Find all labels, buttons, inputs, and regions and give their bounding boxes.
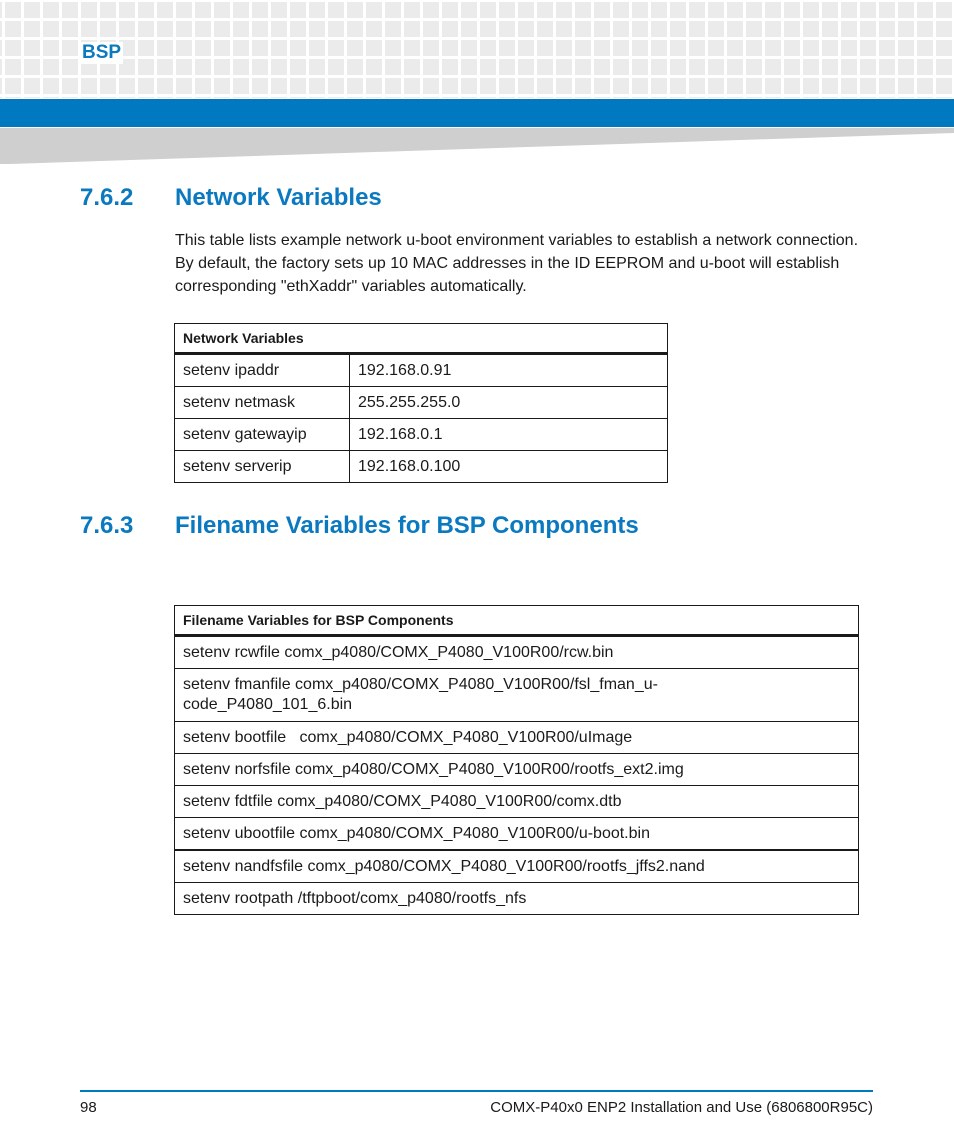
value-cell: 192.168.0.1: [350, 419, 668, 451]
command-cell: setenv gatewayip: [175, 419, 350, 451]
footer-rule: [80, 1090, 873, 1092]
command-cell: setenv rootpath /tftpboot/comx_p4080/rootfs_nfs: [175, 883, 859, 915]
value-cell: 255.255.255.0: [350, 387, 668, 419]
command-cell: setenv serverip: [175, 451, 350, 483]
command-cell: setenv ipaddr: [175, 354, 350, 387]
table-row: [175, 883, 859, 915]
command-cell: setenv rcwfile comx_p4080/COMX_P4080_V100R00/rcw.bin: [175, 636, 859, 669]
command-cell: setenv fdtfile comx_p4080/COMX_P4080_V100R00/comx.dtb: [175, 786, 859, 818]
command-line-continued: code_P4080_101_6.bin: [183, 696, 353, 713]
section-number: 7.6.2: [80, 184, 134, 211]
table-row: [175, 850, 859, 883]
command-cell: setenv netmask: [175, 387, 350, 419]
table-header-row: [175, 324, 668, 354]
filename-variables-table: [174, 605, 859, 915]
table-row: [175, 818, 859, 851]
table-row: [175, 387, 668, 419]
section-heading-network-variables: [80, 184, 880, 214]
table-header-row: [175, 606, 859, 636]
document-title: COMX-P40x0 ENP2 Installation and Use (6806800R95C): [490, 1099, 873, 1116]
network-variables-table: [174, 323, 668, 483]
table-header: Filename Variables for BSP Components: [175, 606, 859, 636]
command-line: setenv fmanfile comx_p4080/COMX_P4080_V100R00/fsl_fman_u-: [183, 676, 658, 693]
header-pattern: [0, 0, 954, 98]
table-row: [175, 419, 668, 451]
section-heading-filename-variables: [80, 512, 880, 542]
page-number: 98: [80, 1099, 97, 1116]
section-title: Filename Variables for BSP Components: [175, 512, 639, 539]
value-cell: 192.168.0.100: [350, 451, 668, 483]
table-row: [175, 754, 859, 786]
command-cell: setenv ubootfile comx_p4080/COMX_P4080_V100R00/u-boot.bin: [175, 818, 859, 851]
table-row: [175, 636, 859, 669]
table-row: [175, 669, 859, 722]
table-row: [175, 786, 859, 818]
command-cell: setenv norfsfile comx_p4080/COMX_P4080_V100R00/rootfs_ext2.img: [175, 754, 859, 786]
running-header-section: BSP: [82, 42, 122, 63]
intro-paragraph: This table lists example network u-boot environment variables to establish a network connection. By default, the factory sets up 10 MAC addresses in the ID EEPROM and u-boot will establish corresponding "ethXaddr" variables automatically.: [175, 232, 859, 295]
section-number: 7.6.3: [80, 512, 134, 539]
table-row: [175, 722, 859, 754]
table-row: [175, 354, 668, 387]
value-cell: 192.168.0.91: [350, 354, 668, 387]
command-cell: setenv nandfsfile comx_p4080/COMX_P4080_V100R00/rootfs_jffs2.nand: [175, 850, 859, 883]
command-cell: [175, 669, 859, 722]
header-blue-bar: [0, 99, 954, 127]
table-row: [175, 451, 668, 483]
header-gray-wedge: [0, 128, 954, 164]
section-title: Network Variables: [175, 184, 382, 211]
command-cell: setenv bootfile comx_p4080/COMX_P4080_V100R00/uImage: [175, 722, 859, 754]
table-header: Network Variables: [175, 324, 668, 354]
